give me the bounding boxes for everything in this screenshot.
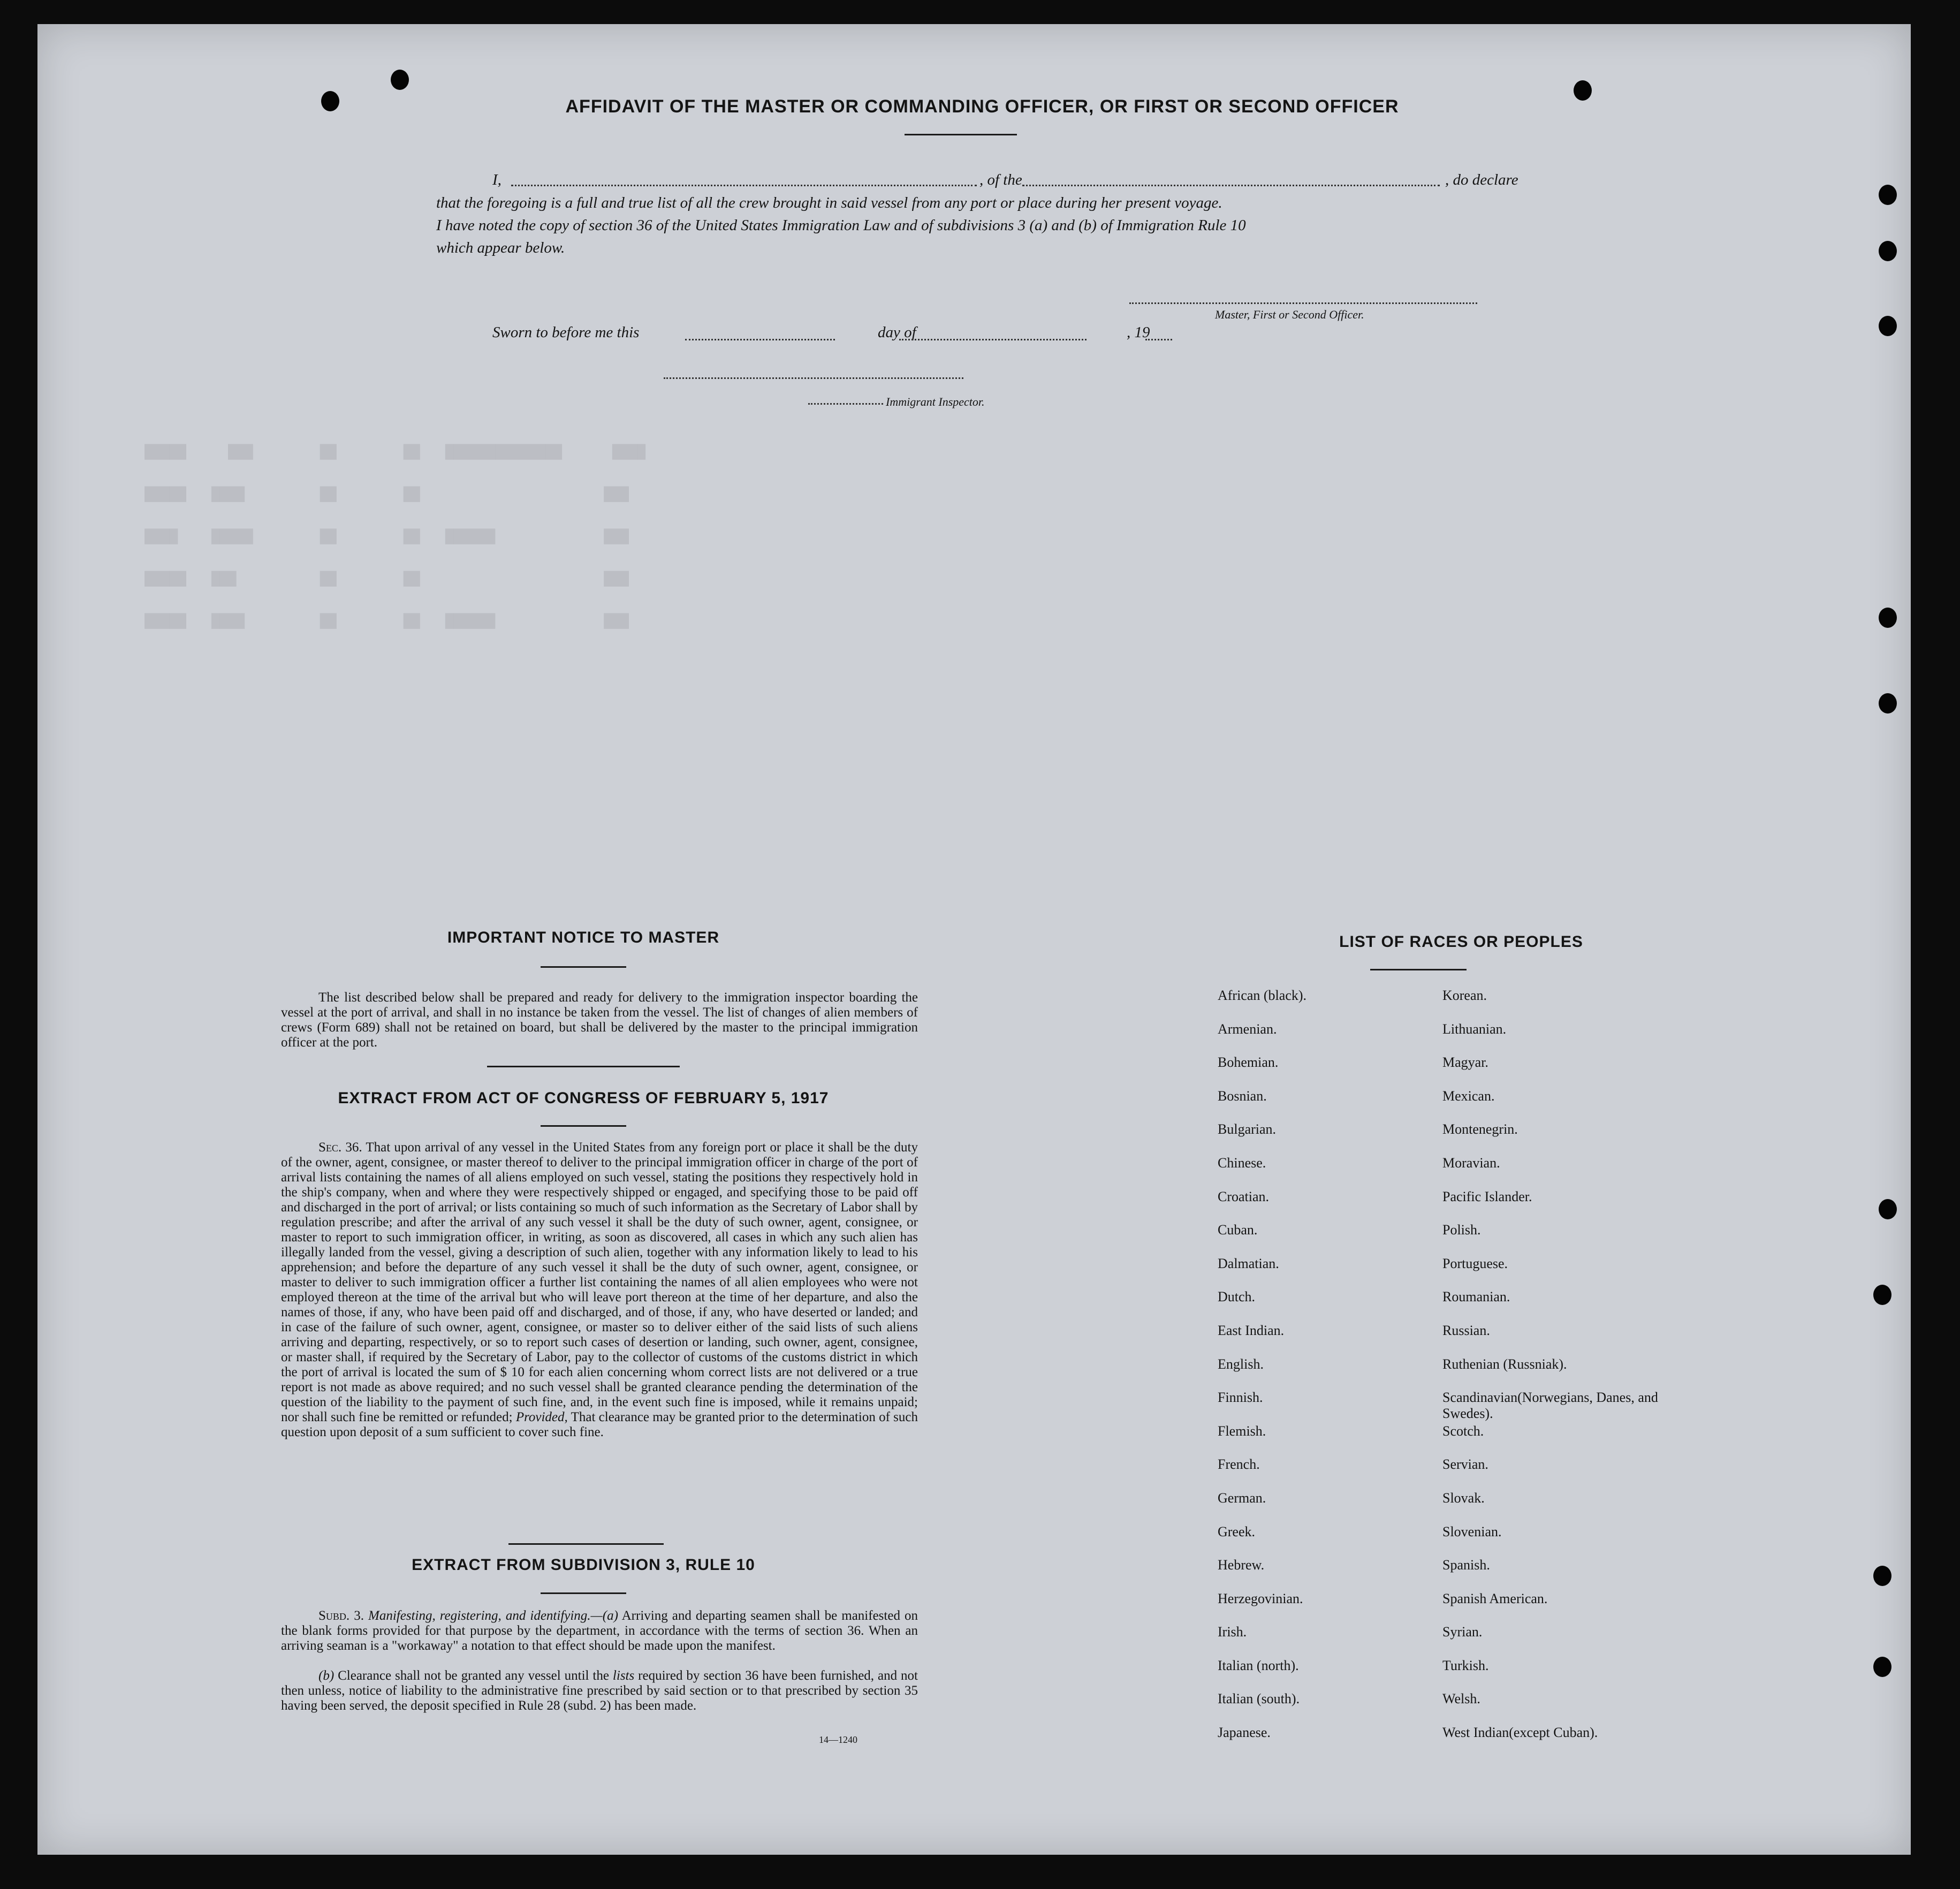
do-declare-label: , do declare (1445, 171, 1518, 188)
race-item: Montenegrin. (1442, 1121, 1518, 1137)
act-body: That upon arrival of any vessel in the United States from any foreign port or place it shall be the duty of the owner, agent, consignee, or master thereof to deliver to the principal immigration officer in charge of the port of arrival lists containing the names of all aliens employed on such vessel, stating the positions they respectively hold in the ship's company, when and where they were respectively shipped or engaged, and specifying those to be paid off and discharged in the port of arrival; or lists containing so much of such information as the Secretary of Labor shall by regulation prescribe; and after the arrival of any such vessel it shall be the duty of such owner, agent, consignee, or master to report to such immigration officer, in writing, as soon as discovered, all cases in which any such alien has illegally landed from the vessel, giving a description of such alien, together with any information likely to lead to his apprehension; and before the departure of any such vessel it shall be the duty of such owner, agent, consignee, or master to deliver to such immigration officer a further list containing the names of all alien employees who were not employed thereon at the time of the arrival but who will leave port thereon at the time of her departure, and also the names of those, if any, who have been paid off and discharged, and of those, if any, who have deserted or landed; and in case of the failure of such owner, agent, consignee, or master so to deliver either of the said lists of such aliens arriving and departing, respectively, or so to report such cases of desertion or landing, such owner, agent, consignee, or master shall, if required by the Secretary of Labor, pay to the collector of customs of the customs district in which the port of arrival is located the sum of $ 10 for each alien concerning whom correct lists are not delivered or a true report is not made as above required; and no such vessel shall be granted clearance pending the determination of the question of the liability to the payment of such fine, and, in the event such fine is imposed, while it remains unpaid; nor shall such fine be remitted or refunded; (281, 1140, 918, 1424)
inspector-signature-blank[interactable] (664, 377, 963, 379)
act-text (281, 1140, 918, 1440)
vessel-blank[interactable] (1022, 185, 1440, 186)
race-item: Bosnian. (1218, 1088, 1267, 1104)
master-signature-blank[interactable] (1129, 302, 1477, 304)
rule-body-a: Arriving and departing seamen shall be manifested on the blank forms provided for that purpose by the department, in accordance with the terms of section 36. When an arriving seaman is a "workaway" a notation to that effect should be made upon the manifest. (281, 1609, 918, 1653)
rule-text-b (281, 1668, 918, 1713)
year-prefix-label: , 19 (1127, 324, 1150, 341)
race-item: Spanish American. (1442, 1590, 1548, 1606)
rule-body-b1: Clearance shall not be granted any vessel until the (338, 1668, 609, 1683)
race-item: Irish. (1218, 1624, 1247, 1640)
act-heading: EXTRACT FROM ACT OF CONGRESS OF FEBRUARY 5, 1917 (338, 1089, 829, 1107)
race-item: Mexican. (1442, 1088, 1495, 1104)
races-column-2 (1442, 988, 1667, 1758)
race-item: Moravian. (1442, 1155, 1500, 1171)
name-blank[interactable] (511, 185, 977, 186)
notice-text: The list described below shall be prepared and ready for delivery to the immigration inspector boarding the vessel at the port of arrival, and shall in no instance be taken from the vessel. The list of changes of alien members of crews (Form 689) shall not be retained on board, but shall be delivered by the master to the principal immigration officer at the port. (281, 990, 918, 1050)
heading-rule (905, 134, 1017, 135)
race-item: Scotch. (1442, 1423, 1484, 1439)
affidavit-line2: that the foregoing is a full and true list of all the crew brought in said vessel from any port or place during her present voyage. (436, 194, 1222, 211)
race-item: French. (1218, 1456, 1260, 1473)
race-item: Greek. (1218, 1523, 1256, 1539)
race-item: German. (1218, 1490, 1266, 1506)
race-item: Spanish. (1442, 1557, 1490, 1573)
race-item: Finnish. (1218, 1390, 1263, 1406)
master-signature-label: Master, First or Second Officer. (1215, 308, 1364, 321)
race-item: Magyar. (1442, 1054, 1488, 1071)
races-rule (1370, 969, 1467, 970)
sec-label: Sec. 36. (318, 1140, 362, 1155)
race-item: East Indian. (1218, 1322, 1285, 1338)
race-item: Syrian. (1442, 1624, 1483, 1640)
rule-section-divider (508, 1543, 664, 1545)
rule-heading-rule (541, 1592, 626, 1594)
race-item: African (black). (1218, 988, 1307, 1003)
race-item: Scandinavian(Norwegians, Danes, and Swedes). (1442, 1390, 1658, 1422)
race-item: Flemish. (1218, 1423, 1266, 1439)
provided-text: That clearance may be granted prior to the determination of such question upon deposit of a sum sufficient to cover such fine. (281, 1410, 918, 1439)
punch-hole (1879, 316, 1897, 336)
race-item: English. (1218, 1356, 1264, 1372)
punch-hole (1879, 693, 1897, 714)
race-item: Herzegovinian. (1218, 1590, 1303, 1606)
race-item: West Indian(except Cuban). (1442, 1725, 1598, 1741)
provided-label: Provided, (515, 1410, 568, 1424)
inspector-dash (808, 403, 883, 405)
race-item: Bohemian. (1218, 1054, 1279, 1071)
race-item: Dutch. (1218, 1289, 1256, 1305)
punch-hole (1873, 1657, 1891, 1677)
affidavit-line4: which appear below. (436, 239, 565, 256)
race-item: Japanese. (1218, 1725, 1271, 1741)
race-item: Turkish. (1442, 1657, 1489, 1673)
rule-body-b2: required by section 36 have been furnished, and not then unless, notice of liability to the administrative fine prescribed by said section or to that prescribed by section 35 having been served, the deposit specified in Rule 28 (subd. 2) has been made. (281, 1668, 918, 1713)
form-number: 14—1240 (819, 1734, 857, 1745)
race-item: Dalmatian. (1218, 1255, 1279, 1271)
race-item: Portuguese. (1442, 1255, 1508, 1271)
race-item: Hebrew. (1218, 1557, 1265, 1573)
race-item: Welsh. (1442, 1691, 1480, 1707)
punch-hole (391, 70, 409, 90)
b-label: (b) (318, 1668, 335, 1683)
form-sheet (37, 24, 1911, 1855)
notice-heading: IMPORTANT NOTICE TO MASTER (447, 929, 720, 946)
punch-hole (1879, 608, 1897, 628)
of-the-label: , of the (979, 171, 1022, 188)
race-item: Ruthenian (Russniak). (1442, 1356, 1567, 1372)
races-column-1 (1218, 988, 1421, 1758)
day-of-label: day of (878, 324, 916, 341)
punch-hole (1873, 1285, 1891, 1305)
races-heading: LIST OF RACES OR PEOPLES (1339, 933, 1583, 951)
race-item: Armenian. (1218, 1021, 1277, 1037)
punch-hole (1879, 185, 1897, 205)
rule-heading: EXTRACT FROM SUBDIVISION 3, RULE 10 (412, 1556, 755, 1574)
race-item: Croatian. (1218, 1188, 1270, 1204)
race-item: Cuban. (1218, 1222, 1258, 1238)
race-item: Slovenian. (1442, 1523, 1502, 1539)
race-item: Russian. (1442, 1322, 1490, 1338)
sworn-day-blank[interactable] (685, 339, 835, 340)
inspector-label: Immigrant Inspector. (886, 395, 985, 408)
notice-rule (541, 966, 626, 968)
affidavit-line3: I have noted the copy of section 36 of the United States Immigration Law and of subdivisions 3 (a) and (b) of Immigration Rule 10 (436, 217, 1246, 234)
punch-hole (1574, 80, 1592, 101)
affidavit-line1 (492, 171, 1525, 191)
lists-word: lists (612, 1668, 635, 1683)
sworn-month-blank[interactable] (899, 339, 1087, 340)
race-item: Chinese. (1218, 1155, 1266, 1171)
race-item: Servian. (1442, 1456, 1488, 1473)
affidavit-heading: AFFIDAVIT OF THE MASTER OR COMMANDING OFFICER, OR FIRST OR SECOND OFFICER (565, 96, 1399, 117)
sworn-year-blank[interactable] (1145, 339, 1172, 340)
punch-hole (1879, 241, 1897, 261)
race-item: Polish. (1442, 1222, 1481, 1238)
act-rule (541, 1125, 626, 1127)
sworn-line (492, 324, 1242, 343)
race-item: Lithuanian. (1442, 1021, 1507, 1037)
race-item: Bulgarian. (1218, 1121, 1277, 1137)
race-item: Roumanian. (1442, 1289, 1510, 1305)
subd-label: Subd. 3. (318, 1609, 364, 1623)
race-item: Korean. (1442, 988, 1487, 1003)
race-item: Italian (north). (1218, 1657, 1299, 1673)
punch-hole (1879, 1199, 1897, 1219)
punch-hole (321, 91, 339, 111)
race-item: Pacific Islander. (1442, 1188, 1532, 1204)
rule-text-a (281, 1609, 918, 1653)
race-item: Slovak. (1442, 1490, 1485, 1506)
race-item: Italian (south). (1218, 1691, 1300, 1707)
bleed-through-text: █████ ███ ██ ██ ██████████████ ████ █████ ████ ██ ██ ███ ████ █████ ██ ██ ██████ ███ █████ ███ ██ ██ ███ █████ ████ ██ ██ ██████ ███ (145, 444, 646, 629)
punch-hole (1873, 1566, 1891, 1586)
i-label: I, (492, 171, 502, 188)
sworn-label: Sworn to before me this (492, 324, 640, 341)
subd-title: Manifesting, registering, and identifying.—(a) (368, 1609, 618, 1623)
section-rule (487, 1066, 680, 1067)
